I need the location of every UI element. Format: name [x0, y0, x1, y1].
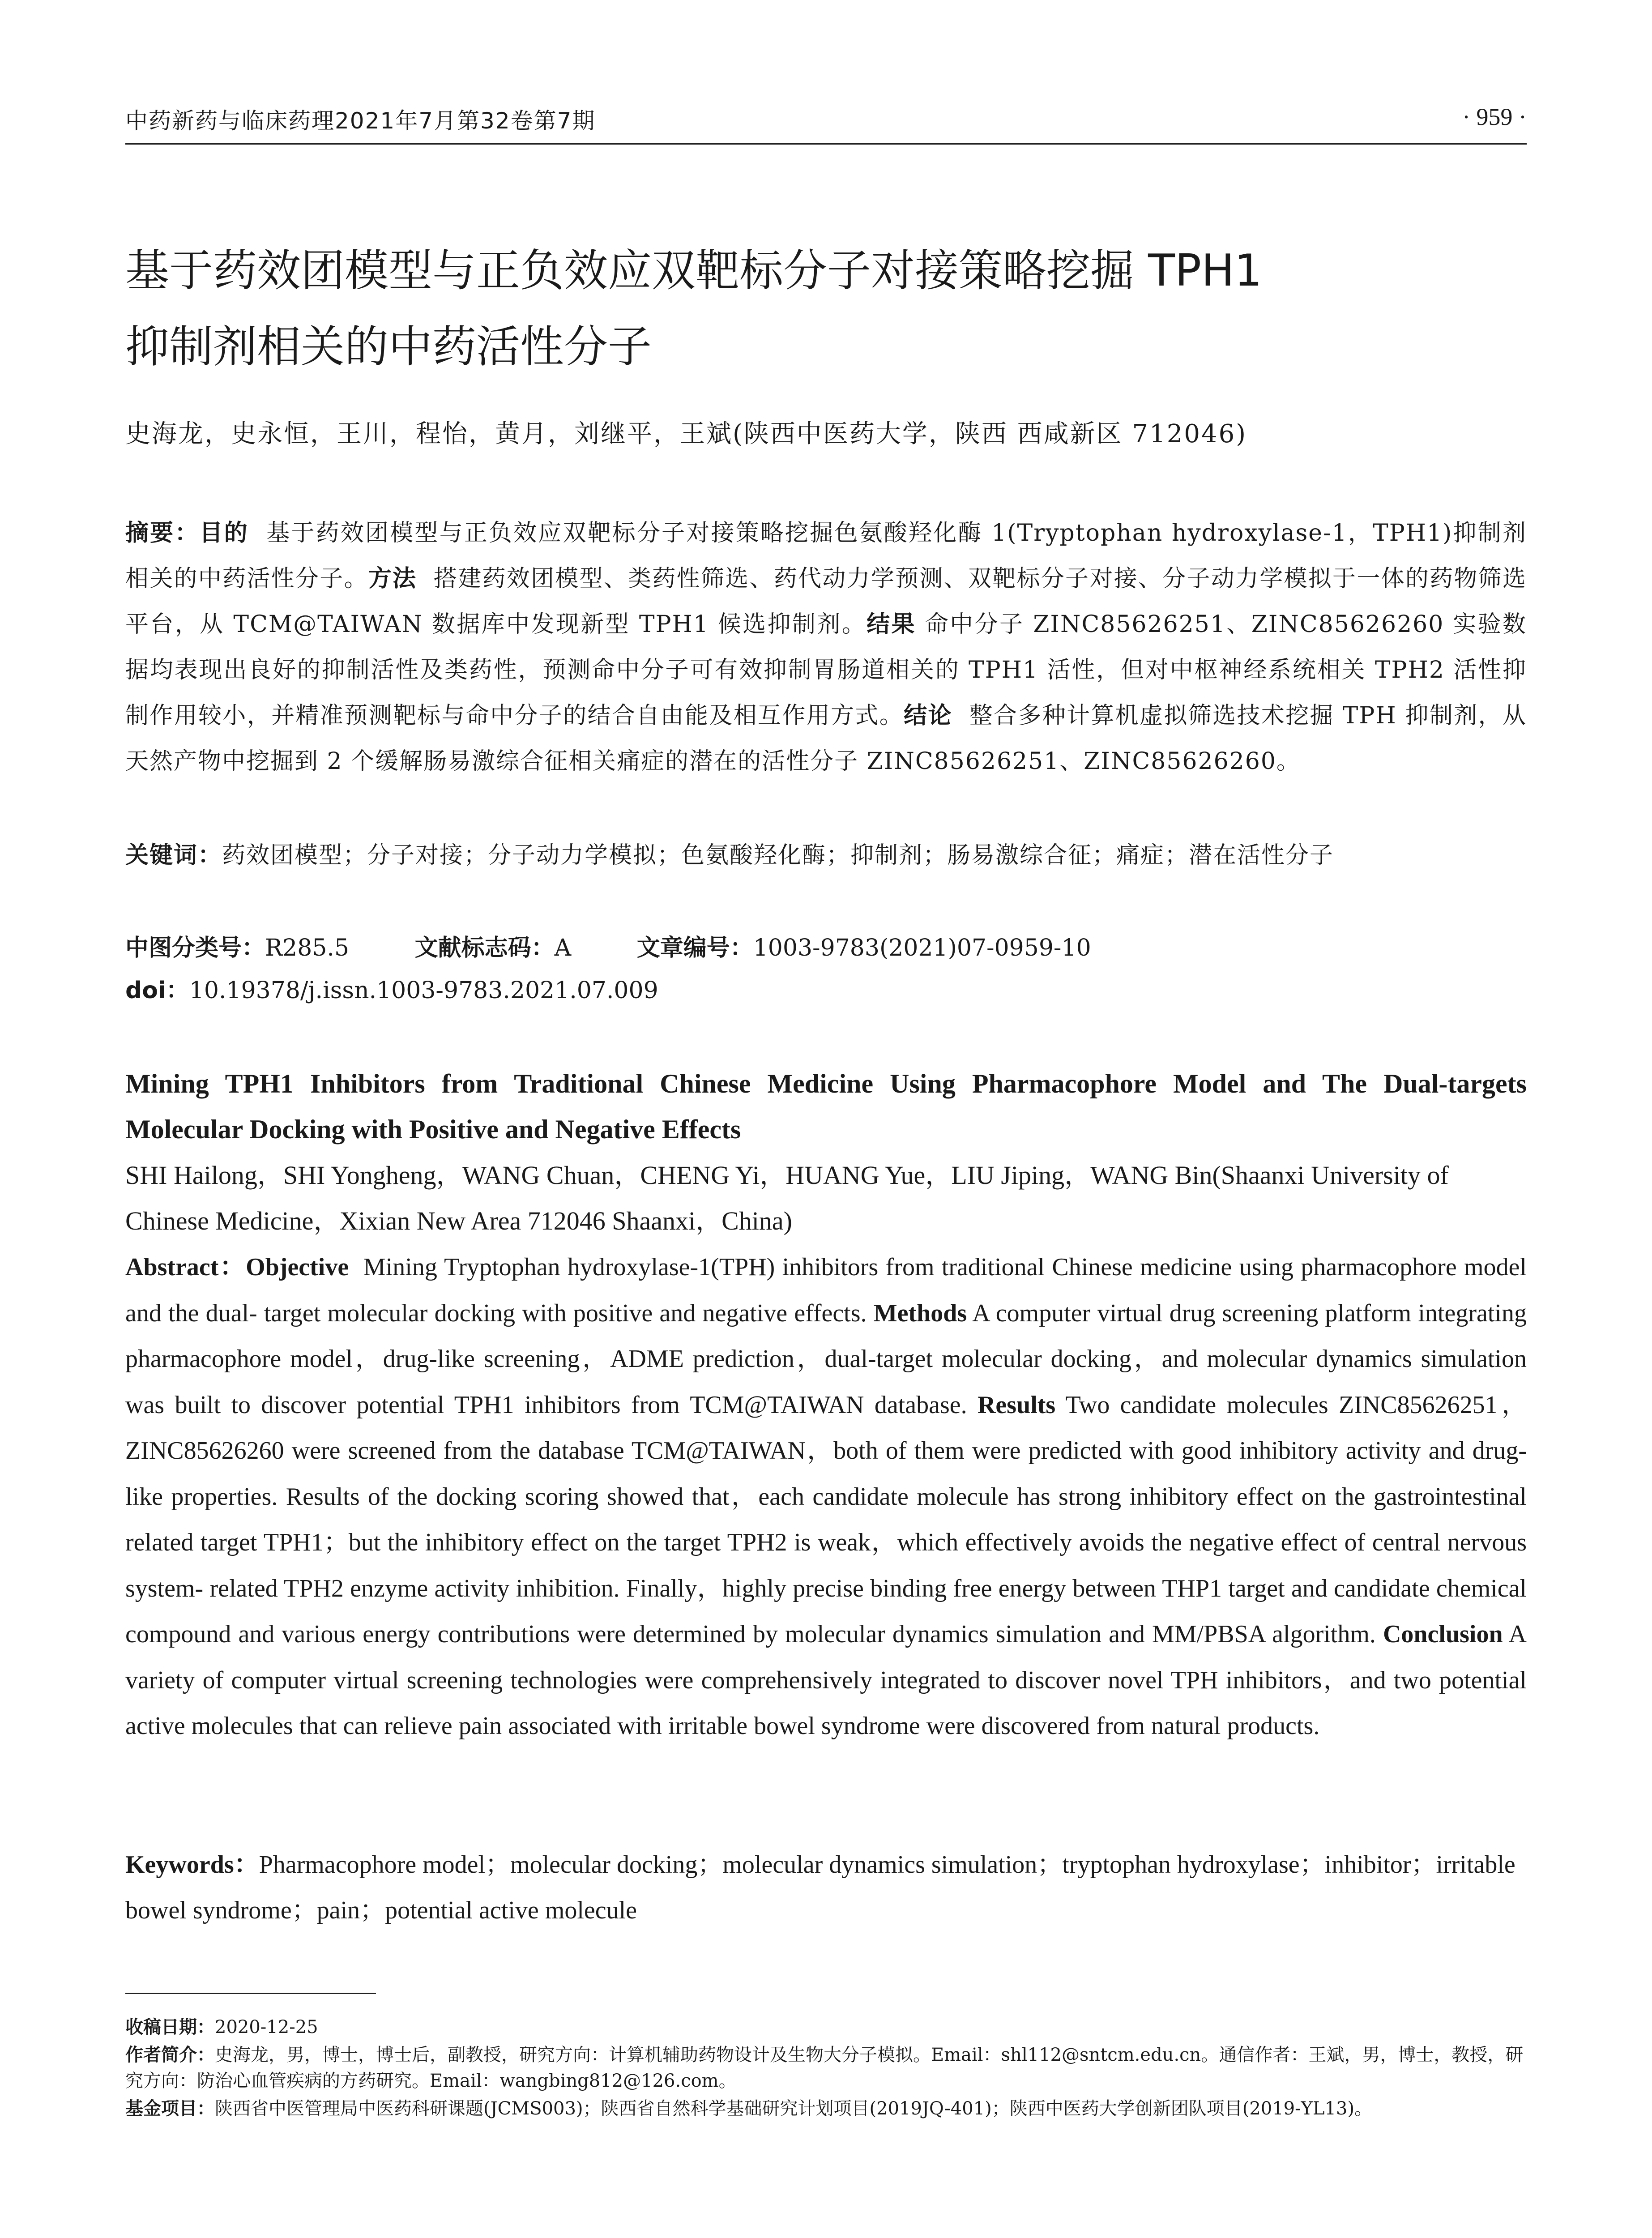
footnote-divider: [125, 1993, 376, 1994]
received-date: [125, 2014, 1527, 2040]
keywords-en-label: Keywords：: [125, 1851, 259, 1879]
conclusion-en-text: A variety of computer virtual screening technologies were comprehensively integrated to discover novel TPH inhibitors，and two potential active molecules that can relieve pain associated with irritable bowel syndrome were discovered from natural products.: [125, 1620, 1527, 1740]
conclusion-label: 结论: [904, 702, 952, 729]
chinese-title-line-1: 基于药效团模型与正负效应双靶标分子对接策略挖掘 TPH1: [125, 245, 1263, 296]
doi-label: doi：: [125, 977, 189, 1004]
objective-en-text: Mining Tryptophan hydroxylase-1(TPH) inhibitors from traditional Chinese medicine using pharmacophore model and the dual- target molecular docking with positive and negative effects.: [125, 1253, 1527, 1327]
funding: [125, 2096, 1527, 2122]
chinese-keywords: [125, 833, 1527, 878]
english-keywords: [125, 1842, 1527, 1933]
author-bio-label: 作者简介：: [125, 2045, 215, 2065]
methods-en-label: Methods: [873, 1299, 967, 1327]
results-text: 命中分子 ZINC85626251、ZINC85626260 实验数据均表现出良好的抑制活性及类药性，预测命中分子可有效抑制胃肠道相关的 TPH1 活性，但对中枢神经系统相关 TPH2 活性抑制作用较小，并精准预测靶标与命中分子的结合自由能及相互作用方式。: [125, 611, 1527, 729]
results-en-label: Results: [977, 1391, 1056, 1419]
clc-value: R285.5: [265, 935, 350, 961]
objective-text: 基于药效团模型与正负效应双靶标分子对接策略挖掘色氨酸羟化酶 1(Tryptophan hydroxylase-1，TPH1)抑制剂相关的中药活性分子。: [125, 520, 1527, 592]
running-header: [125, 103, 1527, 145]
footnotes: [125, 2014, 1527, 2123]
english-title: Mining TPH1 Inhibitors from Traditional Chinese Medicine Using Pharmacophore Model and The Dual-targets Molecular Docking with Positive and Negative Effects: [125, 1069, 1527, 1144]
english-abstract: [125, 1244, 1527, 1749]
results-en-text: Two candidate molecules ZINC85626251，ZINC85626260 were screened from the database TCM@TAIWAN，both of them were predicted with good inhibitory activity and drug- like properties. Results of the docking scoring showed that，each candidate molecule has strong inhibitory effect on the gastrointestinal related target TPH1；but the inhibitory effect on the target TPH2 is weak，which effectively avoids the negative effect of central nervous system- related TPH2 enzyme activity inhibition. Finally，highly precise binding free energy between THP1 target and candidate chemical compound and various energy contributions were determined by molecular dynamics simulation and MM/PBSA algorithm.: [125, 1391, 1527, 1648]
doc-code-value: A: [554, 935, 572, 961]
conclusion-en-label: Conclusion: [1383, 1620, 1503, 1648]
journal-name: 中药新药与临床药理2021年7月第32卷第7期: [125, 108, 596, 134]
keywords-label: 关键词：: [125, 842, 222, 869]
results-label: 结果: [867, 611, 916, 638]
article-number-value: 1003-9783(2021)07-0959-10: [753, 935, 1091, 961]
doc-code-label: 文献标志码：: [414, 935, 555, 961]
author-bio: [125, 2042, 1527, 2094]
author-bio-text: 史海龙，男，博士，博士后，副教授，研究方向：计算机辅助药物设计及生物大分子模拟。Email：shl112@sntcm.edu.cn。通信作者：王斌，男，博士，教授，研究方向：防治心血管疾病的方药研究。Email：wangbing812@126.com。: [125, 2045, 1524, 2091]
keywords-en-text: Pharmacophore model；molecular docking；molecular dynamics simulation；tryptophan hydroxylase；inhibitor；irritable bowel syndrome；pain；potential active molecule: [125, 1851, 1515, 1924]
received-label: 收稿日期：: [125, 2017, 215, 2037]
methods-label: 方法: [368, 565, 417, 592]
methods-en-text: A computer virtual drug screening platform integrating pharmacophore model，drug-like screening，ADME prediction，dual-target molecular docking，and molecular dynamics simulation was built to discover potential TPH1 inhibitors from TCM@TAIWAN database.: [125, 1299, 1527, 1419]
funding-label: 基金项目：: [125, 2098, 215, 2119]
objective-en-label: Objective: [246, 1253, 349, 1281]
chinese-title: [125, 233, 1527, 385]
received-value: 2020-12-25: [215, 2017, 318, 2037]
clc-label: 中图分类号：: [125, 935, 265, 961]
abstract-en-label: Abstract：: [125, 1253, 246, 1281]
doi-value[interactable]: 10.19378/j.issn.1003-9783.2021.07.009: [189, 977, 658, 1004]
chinese-title-line-2: 抑制剂相关的中药活性分子: [125, 321, 652, 372]
conclusion-text: 整合多种计算机虚拟筛选技术挖掘 TPH 抑制剂，从天然产物中挖掘到 2 个缓解肠易激综合征相关痛症的潜在的活性分子 ZINC85626251、ZINC85626260。: [125, 702, 1527, 775]
funding-text: 陕西省中医管理局中医药科研课题(JCMS003)；陕西省自然科学基础研究计划项目(2019JQ-401)；陕西中医药大学创新团队项目(2019-YL13)。: [215, 2098, 1373, 2119]
classification-line: [125, 929, 1527, 962]
chinese-abstract: [125, 510, 1527, 784]
page-number: · 959 ·: [1462, 103, 1527, 130]
abstract-label: 摘要：: [125, 520, 200, 547]
methods-text: 搭建药效团模型、类药性筛选、药代动力学预测、双靶标分子对接、分子动力学模拟于一体的药物筛选平台，从 TCM@TAIWAN 数据库中发现新型 TPH1 候选抑制剂。: [125, 565, 1527, 638]
objective-label: 目的: [199, 520, 249, 547]
article-number-label: 文章编号：: [636, 935, 753, 961]
chinese-authors: 史海龙，史永恒，王川，程怡，黄月，刘继平，王斌(陕西中医药大学，陕西 西咸新区 712046): [125, 419, 1247, 448]
english-authors: SHI Hailong，SHI Yongheng，WANG Chuan，CHENG Yi，HUANG Yue，LIU Jiping，WANG Bin(Shaanxi University of Chinese Medicine，Xixian New Area 712046 Shaanxi，China): [125, 1161, 1449, 1235]
doi-line: [125, 971, 1527, 1005]
keywords-text: 药效团模型；分子对接；分子动力学模拟；色氨酸羟化酶；抑制剂；肠易激综合征；痛症；潜在活性分子: [222, 842, 1334, 869]
